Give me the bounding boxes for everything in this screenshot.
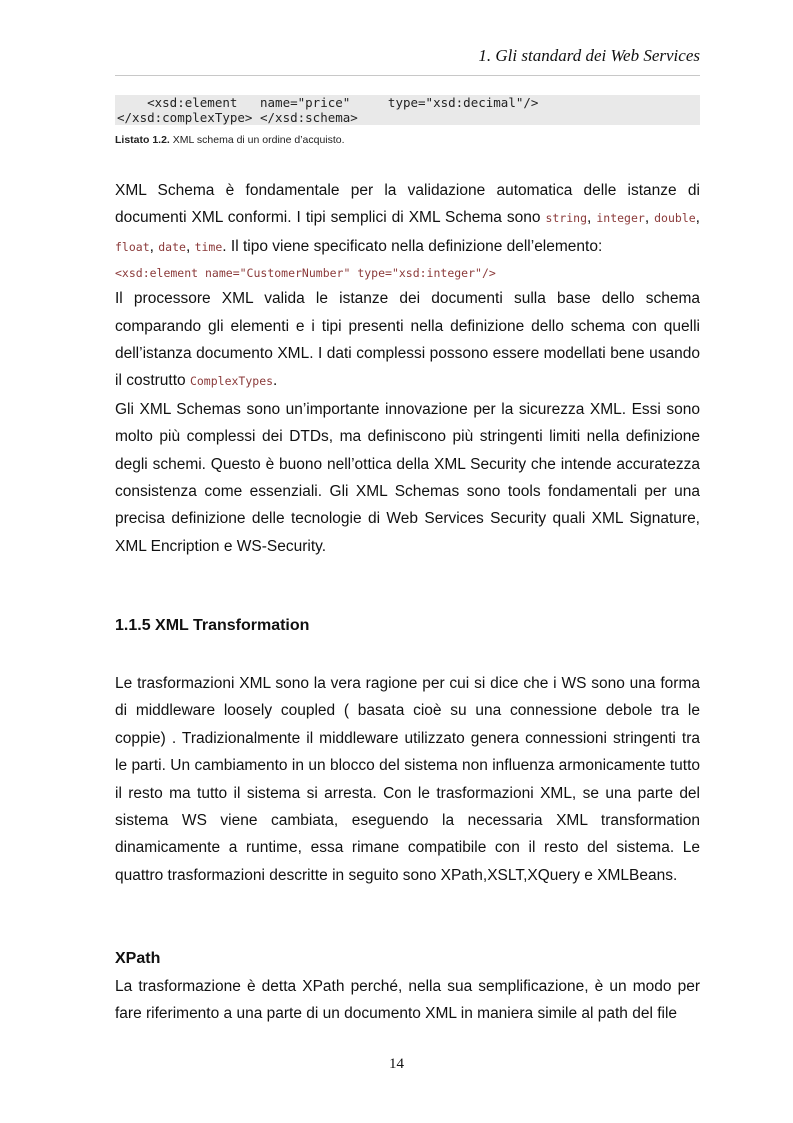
paragraph-simple-types <box>115 177 700 261</box>
text-run: , <box>644 209 655 227</box>
code-listing <box>115 95 700 125</box>
text-run: Il processore XML valida le istanze dei documenti sulla base dello schema comparando gli elementi e i tipi presenti nella definizione dello schema con quelli dell’istanza documento XML. I dati complessi possono essere modellati bene usando il costrutto <box>115 290 700 390</box>
text-run: , <box>587 209 597 227</box>
xml-schema-section <box>115 177 700 560</box>
caption-label: Listato 1.2. <box>115 134 170 146</box>
subsection-heading: XPath <box>115 950 161 967</box>
caption-text: XML schema di un ordine d’acquisto. <box>169 134 345 146</box>
paragraph-xpath: La trasformazione è detta XPath perché, nella sua semplificazione, è un modo per fare riferimento a una parte di un documento XML in maniera simile al path del file <box>115 978 700 1023</box>
code-line: <xsd:element name="price" type="xsd:decimal"/> <box>117 95 539 110</box>
page-number: 14 <box>389 1056 404 1072</box>
text-run: , <box>149 237 159 255</box>
code-inline: double <box>654 211 696 226</box>
text-run: XML Schema è fondamentale per la validazione automatica delle istanze di documenti XML conformi. I tipi semplici di XML Schema sono <box>115 182 700 227</box>
code-example: <xsd:element name="CustomerNumber" type="xsd:integer"/> <box>115 266 496 281</box>
listing-caption <box>115 134 345 146</box>
transformation-section <box>115 670 700 889</box>
code-inline: integer <box>596 211 645 226</box>
code-inline: string <box>545 211 588 226</box>
paragraph-transformations: Le trasformazioni XML sono la vera ragione per cui si dice che i WS sono una forma di middleware loosely coupled ( basata cioè su una connessione debole tra le coppie) . Tradizionalmente il middleware utilizzato genera connessioni stringenti tra le parti. Un cambiamento in un blocco del sistema non influenza armonicamente tutto il resto ma tutto il sistema si arresta. Con le trasformazioni XML, se una parte del sistema WS viene cambiata, eseguendo la necessaria XML transformation dinamicamente a runtime, essa rimane compatibile con il resto del sistema. Le quattro trasformazioni descritte in seguito sono XPath,XSLT,XQuery e XMLBeans. <box>115 675 700 884</box>
section-heading: 1.1.5 XML Transformation <box>115 617 310 634</box>
paragraph-security: Gli XML Schemas sono un’importante innovazione per la sicurezza XML. Essi sono molto più complessi dei DTDs, ma definiscono più stringenti limiti nella definizione degli schemi. Questo è buono nell’ottica della XML Security che intende accuratezza consistenza come essenziali. Gli XML Schemas sono tools fondamentali per una precisa definizione delle tecnologie di Web Services Security quali XML Signature, XML Encription e WS-Security. <box>115 400 700 555</box>
code-inline: float <box>115 239 150 254</box>
running-header: 1. Gli standard dei Web Services <box>478 46 700 65</box>
text-run: . Il tipo viene specificato nella definizione dell’elemento: <box>222 237 603 255</box>
text-run: , <box>185 237 195 255</box>
code-inline: date <box>158 239 186 254</box>
text-run: , <box>695 209 700 227</box>
header-divider <box>115 75 700 76</box>
code-inline: time <box>194 239 223 254</box>
code-inline: ComplexTypes <box>189 374 274 389</box>
code-line: </xsd:complexType> </xsd:schema> <box>117 110 358 125</box>
xpath-section <box>115 945 700 1028</box>
text-run: . <box>273 372 278 390</box>
paragraph-processor <box>115 285 700 396</box>
